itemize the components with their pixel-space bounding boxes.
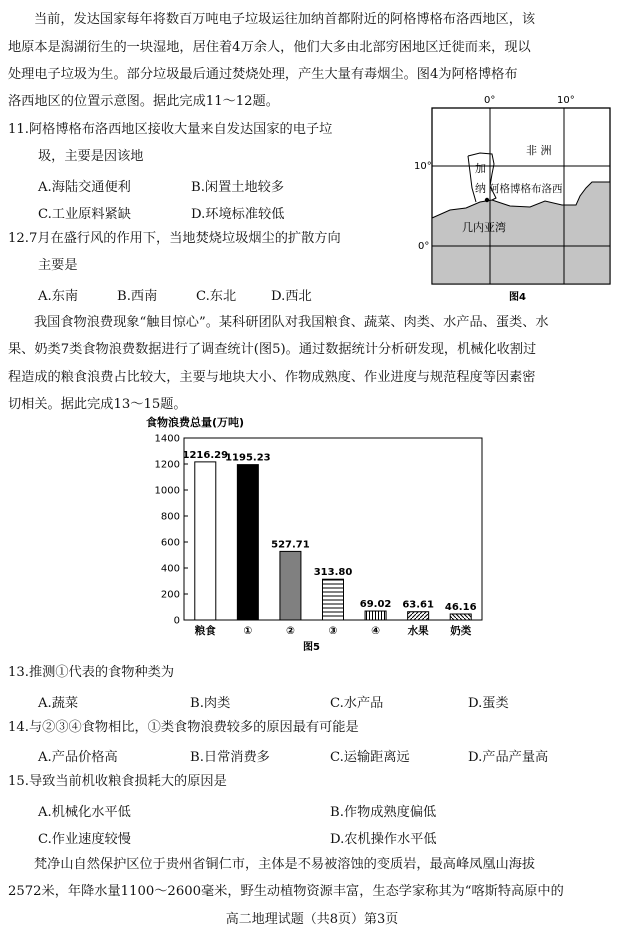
ghana-label-2: 纳 [475,182,486,195]
intro1-line: 当前，发达国家每年将数百万吨电子垃圾运往加纳首都附近的阿格博格布洛西地区，该 [34,12,536,27]
q14-option-c: C.运输距离远 [330,750,410,765]
y-tick-label: 800 [160,511,180,523]
x-category-label: 水果 [407,625,429,637]
q13-option-a: A.蔬菜 [38,696,79,711]
bar [237,465,258,620]
bar [450,614,471,620]
q15-option-b: B.作物成熟度偏低 [330,805,437,820]
q13-option-b: B.肉类 [190,696,231,711]
lon-0-label: 0° [484,95,496,106]
intro2-line: 我国食物浪费现象“触目惊心”。某科研团队对我国粮食、蔬菜、肉类、水产品、蛋类、水 [34,315,549,330]
q11-option-c: C.工业原料紧缺 [38,207,131,222]
bar-value-label: 527.71 [271,539,310,551]
y-tick-label: 0 [173,615,180,627]
x-category-label: 奶类 [450,625,472,637]
location-map [410,90,615,302]
lat-0-label: 0° [418,241,430,252]
q15-option-d: D.农机操作水平低 [330,832,437,847]
chart-title: 食物浪费总量(万吨) [146,416,245,429]
bar-value-label: 46.16 [444,601,477,613]
x-category-label: ③ [328,625,338,637]
bar-value-label: 1216.29 [182,449,229,461]
q15-option-a: A.机械化水平低 [38,805,131,820]
y-tick-label: 1400 [154,433,180,445]
bars-group [183,450,477,620]
place-marker [485,198,489,202]
chart-caption: 图5 [303,642,320,653]
lon-10-label: 10° [557,95,575,106]
q11-option-a: A.海陆交通便利 [38,180,131,195]
x-category-label: 粮食 [194,625,216,637]
x-category-label: ② [285,625,295,637]
intro2-line: 切相关。据此完成13～15题。 [8,397,187,412]
q13-option-d: D.蛋类 [468,696,509,711]
intro1-line: 地原本是潟湖衍生的一块湿地，居住着4万余人，他们大多由北部穷困地区迁徙而来，现以 [8,40,531,55]
food-waste-chart [140,414,485,654]
y-tick-label: 600 [160,537,180,549]
y-tick-label: 1200 [154,459,180,471]
gulf-label: 几内亚湾 [462,221,506,234]
bar [408,612,429,620]
x-category-label: ④ [371,625,381,637]
q12-option-c: C.东北 [196,289,237,304]
q12-option-a: A.东南 [38,289,79,304]
y-tick-label: 1000 [154,485,180,497]
map-caption: 图4 [509,292,526,302]
y-tick-label: 400 [160,563,180,575]
ghana-label-1: 加 [475,162,486,175]
q15-option-c: C.作业速度较慢 [38,832,131,847]
intro1-line: 洛西地区的位置示意图。据此完成11～12题。 [8,94,279,109]
intro3-line: 梵净山自然保护区位于贵州省铜仁市，主体是不易被溶蚀的变质岩，最高峰凤凰山海拔 [34,857,536,872]
bar-value-label: 63.61 [402,599,434,611]
bar-value-label: 313.80 [313,567,353,579]
q12-stem: 12.7月在盛行风的作用下，当地焚烧垃圾烟尘的扩散方向 [8,231,341,246]
y-tick-label: 200 [160,589,180,601]
q13-option-c: C.水产品 [330,696,384,711]
intro1-line: 处理电子垃圾为生。部分垃圾最后通过焚烧处理，产生大量有毒烟尘。图4为阿格博格布 [8,67,518,82]
bar-value-label: 1195.23 [225,452,271,464]
bar [323,579,344,620]
q12-stem-cont: 主要是 [38,258,78,273]
q14-option-a: A.产品价格高 [38,750,118,765]
q14-option-d: D.产品产量高 [468,750,549,765]
x-category-label: ① [243,625,253,637]
bar [280,551,301,620]
africa-label: 非 洲 [526,144,552,157]
bar-value-label: 69.02 [359,599,392,611]
lat-10-label: 10° [414,161,432,172]
q11-option-d: D.环境标准较低 [191,207,285,222]
q13-stem: 13.推测①代表的食物种类为 [8,665,175,680]
q14-stem: 14.与②③④食物相比，①类食物浪费较多的原因最有可能是 [8,720,359,735]
intro2-line: 果、奶类7类食物浪费数据进行了调查统计(图5)。通过数据统计分析研发现，机械化收割过 [8,342,537,357]
intro2-line: 程造成的粮食浪费占比较大，主要与地块大小、作物成熟度、作业进度与规范程度等因素密 [8,370,536,385]
q12-option-b: B.西南 [117,289,158,304]
place-label: 阿格博格布洛西 [489,183,563,195]
q11-stem-cont: 圾，主要是因该地 [38,149,144,164]
q15-stem: 15.导致当前机收粮食损耗大的原因是 [8,774,227,789]
bar [195,462,216,620]
intro3-line: 2572米，年降水量1100～2600毫米，野生动植物资源丰富，生态学家称其为“喀斯特高原中的 [8,884,564,899]
x-axis [195,624,472,637]
page-footer: 高二地理试题（共8页）第3页 [225,912,399,927]
q14-option-b: B.日常消费多 [190,750,270,765]
q11-stem: 11.阿格博格布洛西地区接收大量来自发达国家的电子垃 [8,122,333,137]
q11-option-b: B.闲置土地较多 [191,180,285,195]
bar [365,611,386,620]
q12-option-d: D.西北 [271,289,312,304]
